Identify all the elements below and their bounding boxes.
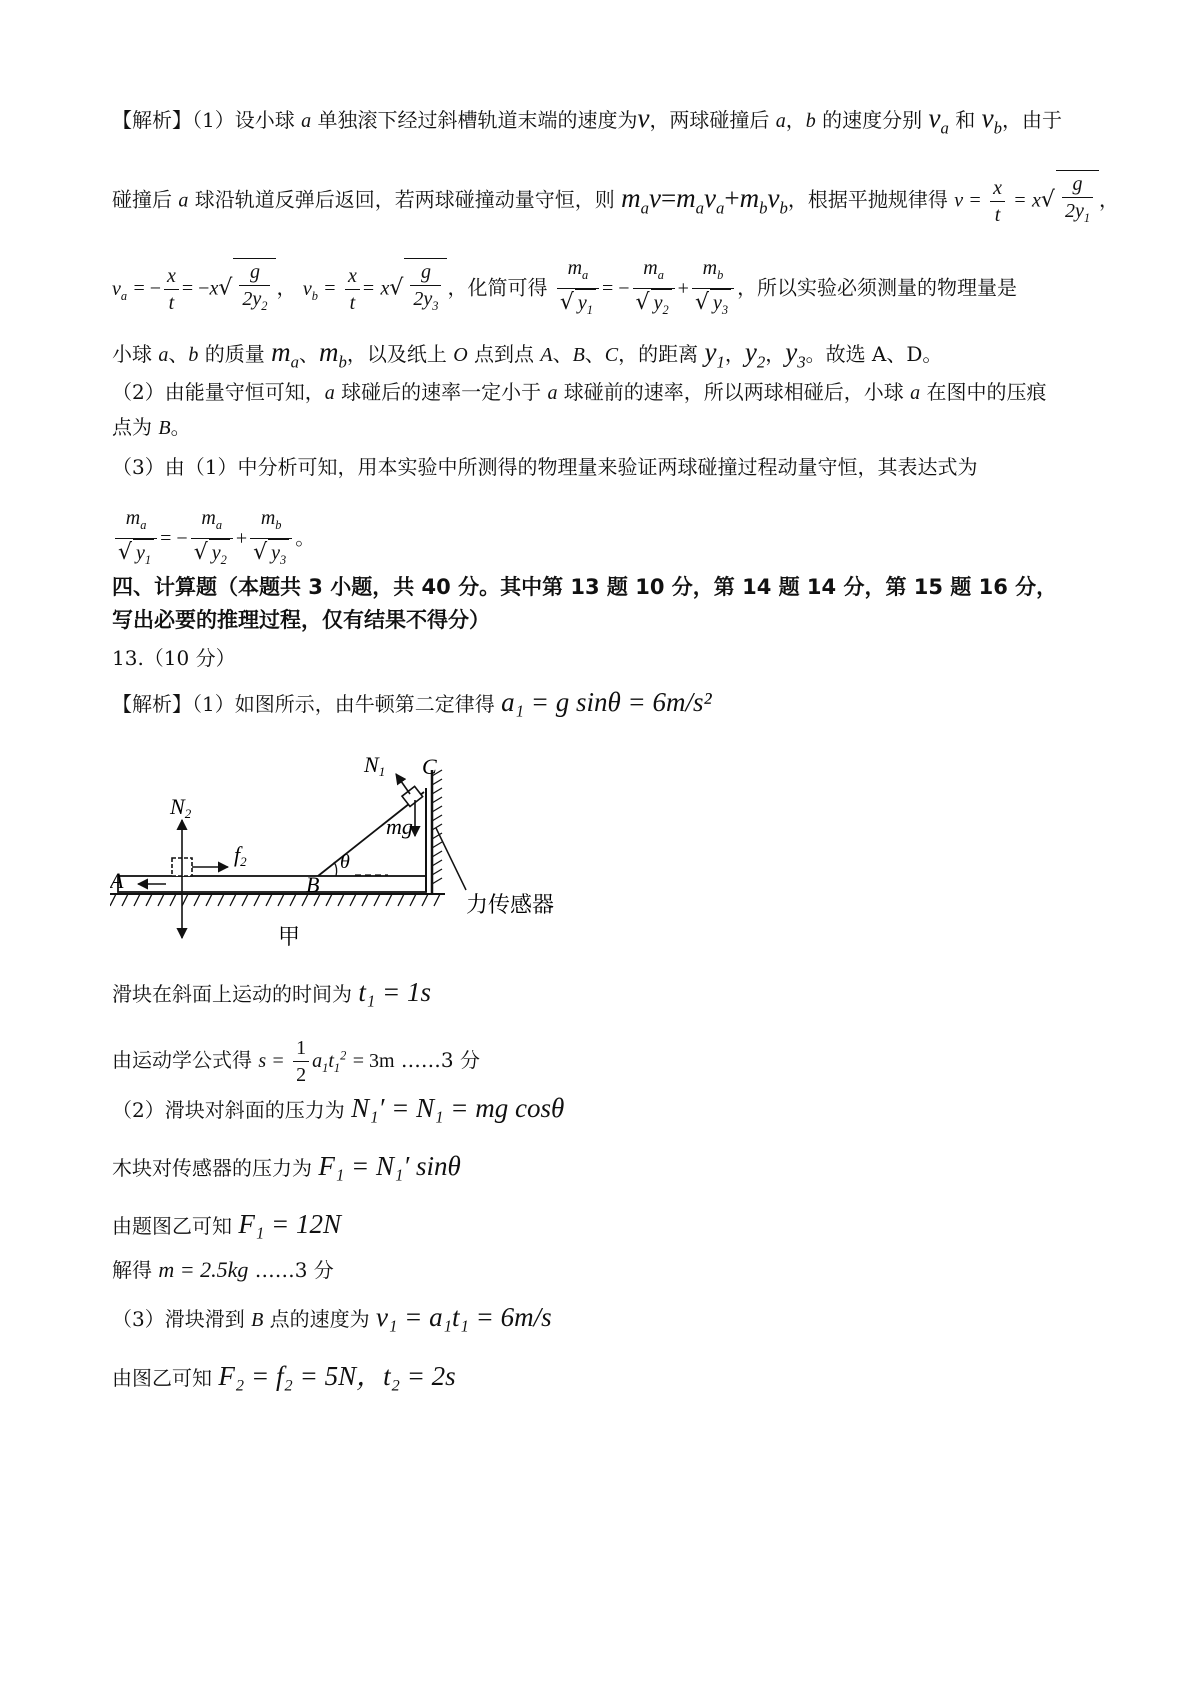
text: ，化简可得 <box>447 275 554 300</box>
para-6-expression: $\frac{m_a}{√ y_1}$ = − $\frac{m_a}{√ y_2}$ + $\frac{m_b}{√ y_3}$ 。 <box>112 505 315 573</box>
para-5-line-2: 点为 B。 <box>112 415 191 439</box>
f1-value: F₁ = 12N <box>238 1209 341 1239</box>
label-f2: f2 <box>234 842 247 869</box>
text: 。 <box>170 415 191 439</box>
text: （2）滑块对斜面的压力为 <box>112 1098 352 1122</box>
score-note: ……3 分 <box>248 1258 334 1282</box>
q13-sensor-force-line <box>112 1152 461 1182</box>
text: 由题图乙可知 <box>112 1214 239 1238</box>
text: ， <box>724 342 745 366</box>
text: 点的速度为 <box>263 1307 377 1331</box>
f2-equation: F₂ = f₂ = 5N，t₂ = 2s <box>218 1361 456 1391</box>
text: 小球 <box>112 342 159 366</box>
text: 碰撞后 <box>112 187 179 212</box>
q13-time-line <box>112 978 431 1008</box>
velocity-equation: v₁ = a₁t₁ = 6m/s <box>376 1302 552 1332</box>
wall-hatching <box>432 770 442 884</box>
text: ， <box>765 342 786 366</box>
label-A: A <box>110 868 124 893</box>
ground-hatching <box>110 894 440 906</box>
text: 在图中的压痕 <box>920 380 1047 404</box>
time-equation: t₁ = 1s <box>358 977 431 1007</box>
q13-kinematics-line: 由运动学公式得 s = $\frac{1}{2}$ $a_1t_1^2 = 3m$ ……3 分 <box>112 1037 480 1086</box>
text: 。 <box>295 525 316 550</box>
text: 点为 <box>112 415 159 439</box>
text: 滑块在斜面上运动的时间为 <box>112 982 359 1006</box>
para-3-line: $v_a$ = − $\frac{x}{t}$ = −x√ $\frac{g}{2y_2}$ ， $v_b$ = $\frac{x}{t}$ = x√ $\frac{g}{2y_3}$ ，化简可得 $\frac{m_a}{√ y_1}$ = − $\frac{m_a}{√ y_2}$ + $\frac{m_b}{√ y_3}$ ，所以实验必须测量的物理量是 <box>112 255 1017 323</box>
text: 由图乙可知 <box>112 1366 219 1390</box>
text: 、 <box>552 342 573 366</box>
text: 的质量 <box>198 342 272 366</box>
text: 木块对传感器的压力为 <box>112 1156 319 1180</box>
momentum-equation: $m_av=m_av_a+m_bv_b$ <box>621 182 788 217</box>
section-heading-line-1: 四、计算题（本题共 3 小题，共 40 分。其中第 13 题 10 分，第 14 题 14 分，第 15 题 16 分， <box>112 575 1058 599</box>
label-N1: N1 <box>364 752 386 779</box>
incline-diagram <box>110 748 580 958</box>
label-N2: N2 <box>170 794 192 821</box>
text: 球碰后的速率一定小于 <box>334 380 548 404</box>
sensor-leader <box>436 828 466 890</box>
text: ，的距离 <box>618 342 705 366</box>
normal-force-arrow <box>396 774 410 794</box>
block-on-incline <box>402 786 423 806</box>
para-5-line-1: （2）由能量守恒可知，a 球碰后的速率一定小于 a 球碰前的速率，所以两球相碰后，小球 a 在图中的压痕 <box>112 380 1047 404</box>
para-1-line: 【解析】（1）设小球 a 单独滚下经过斜槽轨道末端的速度为v，两球碰撞后 a，b 的速度分别 $v_a$ 和 $v_b$，由于 <box>112 103 1062 138</box>
jiexi-label: 【解析】 <box>112 108 192 132</box>
text: 单独滚下经过斜槽轨道末端的速度为 <box>311 108 638 132</box>
text: ，两球碰撞后 <box>649 108 776 132</box>
point-label: B <box>251 1309 264 1331</box>
score-note: ……3 分 <box>394 1048 480 1072</box>
label-jia: 甲 <box>278 925 301 950</box>
newton-equation: a₁ = g sinθ = 6m/s² <box>501 687 712 717</box>
q13-mass-line <box>112 1256 334 1284</box>
q13-part1-line <box>112 688 712 718</box>
text: 和 <box>948 108 982 132</box>
label-C: C <box>422 754 437 779</box>
mass-result: m = 2.5kg <box>158 1257 249 1282</box>
q13-f1-line <box>112 1210 341 1240</box>
text: 、 <box>298 342 319 366</box>
label-sensor: 力传感器 <box>466 893 555 918</box>
text: 【解析】（1）如图所示，由牛顿第二定律得 <box>112 692 502 716</box>
label-B: B <box>306 872 320 897</box>
label-theta: θ <box>340 851 350 873</box>
text: ，由于 <box>1001 108 1062 132</box>
question-13-head: 13.（10 分） <box>112 646 236 670</box>
text: ，根据平抛规律得 <box>787 187 955 212</box>
text: （1）设小球 <box>192 108 302 132</box>
q13-part3-line <box>112 1303 552 1334</box>
text: 由运动学公式得 <box>112 1048 259 1072</box>
text: （3）滑块滑到 <box>112 1307 252 1331</box>
text: 点到点 <box>467 342 541 366</box>
text: 、 <box>168 342 189 366</box>
text: ，以及纸上 <box>346 342 454 366</box>
text: （2）由能量守恒可知， <box>112 380 325 404</box>
text: ， <box>276 275 297 300</box>
text: 球碰前的速率，所以两球相碰后，小球 <box>557 380 911 404</box>
text: ， <box>1099 187 1120 212</box>
text: 球沿轨道反弹后返回，若两球碰撞动量守恒，则 <box>188 187 622 212</box>
text: 的速度分别 <box>815 108 929 132</box>
sensor-force-equation: F₁ = N₁′ sinθ <box>318 1151 461 1181</box>
normal-force-equation: N₁′ = N₁ = mg cosθ <box>351 1093 565 1123</box>
text: ，所以实验必须测量的物理量是 <box>737 275 1018 300</box>
text: 。故选 A、D。 <box>805 342 943 366</box>
text: ， <box>785 108 806 132</box>
section-heading-line-2: 写出必要的推理过程，仅有结果不得分） <box>112 608 490 632</box>
q13-part2-line <box>112 1094 564 1124</box>
text: 、 <box>584 342 605 366</box>
text: （3）由（1）中分析可知，用本实验中所测得的物理量来验证两球碰撞过程动量守恒，其表达式为 <box>112 455 978 479</box>
para-4-line: 小球 a、b 的质量 $m_a$、$m_b$，以及纸上 O 点到点 A、B、C，的距离 $y_1$，$y_2$，$y_3$。故选 A、D。 <box>112 337 943 372</box>
para-6-line-1 <box>112 453 977 481</box>
text: 解得 <box>112 1258 159 1282</box>
para-2-line: 碰撞后 a 球沿轨道反弹后返回，若两球碰撞动量守恒，则 $m_av=m_av_a+m_bv_b$，根据平抛规律得 v = $\frac{x}{t}$ = x√ $\frac{g}{2y_1}$ ， <box>112 170 1119 231</box>
label-mg: mg <box>386 814 413 839</box>
distance-result: = 3m <box>352 1050 395 1072</box>
q13-f2-line <box>112 1362 456 1392</box>
